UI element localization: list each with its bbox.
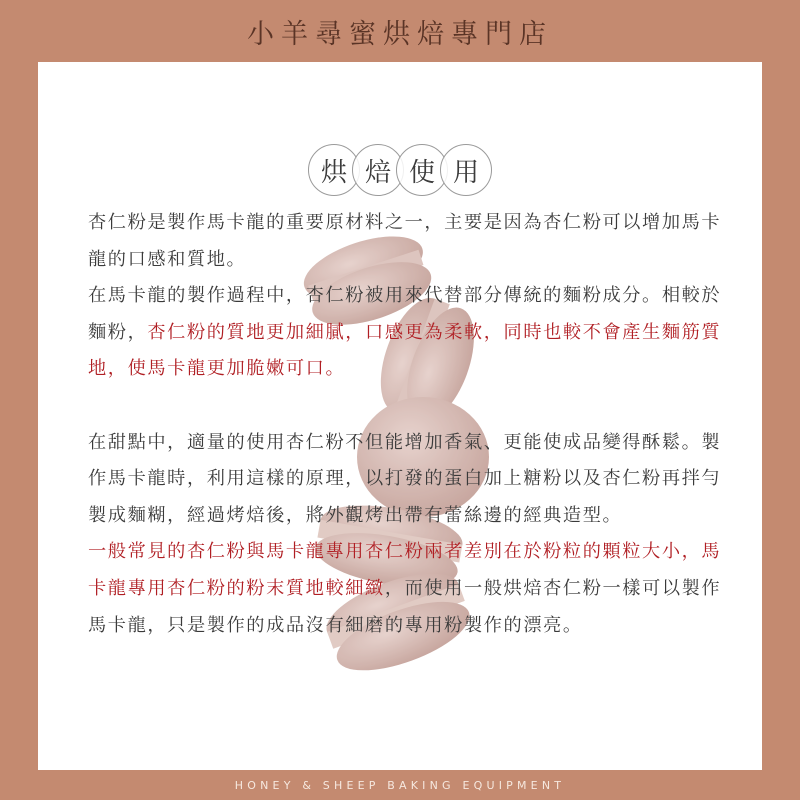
section-heading bbox=[38, 144, 762, 196]
paragraph-1-highlight: 杏仁粉的質地更加細膩，口感更為柔軟，同時也較不會產生麵筋質地，使馬卡龍更加脆嫩可口。 bbox=[88, 321, 722, 380]
footer-brand: HONEY & SHEEP BAKING EQUIPMENT bbox=[234, 778, 566, 792]
paragraph-gap bbox=[88, 388, 728, 425]
paragraph-1-text-b: 在馬卡龍的製作過程中，杏仁粉被用來代替部分傳統的麵粉成分。相較於麵粉， bbox=[88, 285, 722, 343]
heading-char-1: 烘 bbox=[308, 144, 360, 196]
paragraph-2-text-a: 在甜點中，適量的使用杏仁粉不但能增加香氣、更能使成品變得酥鬆。製作馬卡龍時，利用這樣的原理，以打發的蛋白加上糖粉以及杏仁粉再拌勻製成麵糊，經過烤焙後，將外觀烤出帶有蕾絲邊的經典造型。 bbox=[88, 431, 722, 526]
paragraph-1-text-a: 杏仁粉是製作馬卡龍的重要原材料之一，主要是因為杏仁粉可以增加馬卡龍的口感和質地。 bbox=[88, 212, 722, 270]
paragraph-2 bbox=[88, 425, 728, 645]
heading-char-2: 焙 bbox=[352, 144, 404, 196]
content-panel bbox=[38, 62, 762, 770]
paragraph-1 bbox=[88, 205, 728, 388]
paragraph-2-text-b: ，而使用一般烘焙杏仁粉一樣可以製作馬卡龍，只是製作的成品沒有細磨的專用粉製作的漂亮。 bbox=[88, 577, 722, 636]
paragraph-2-highlight: 一般常見的杏仁粉與馬卡龍專用杏仁粉兩者差別在於粉粒的顆粒大小，馬卡龍專用杏仁粉的粉末質地較細緻 bbox=[88, 541, 722, 599]
heading-char-4: 用 bbox=[440, 144, 492, 196]
article-body bbox=[88, 205, 728, 644]
heading-char-3: 使 bbox=[396, 144, 448, 196]
shop-title: 小羊尋蜜烘焙專門店 bbox=[247, 18, 553, 50]
